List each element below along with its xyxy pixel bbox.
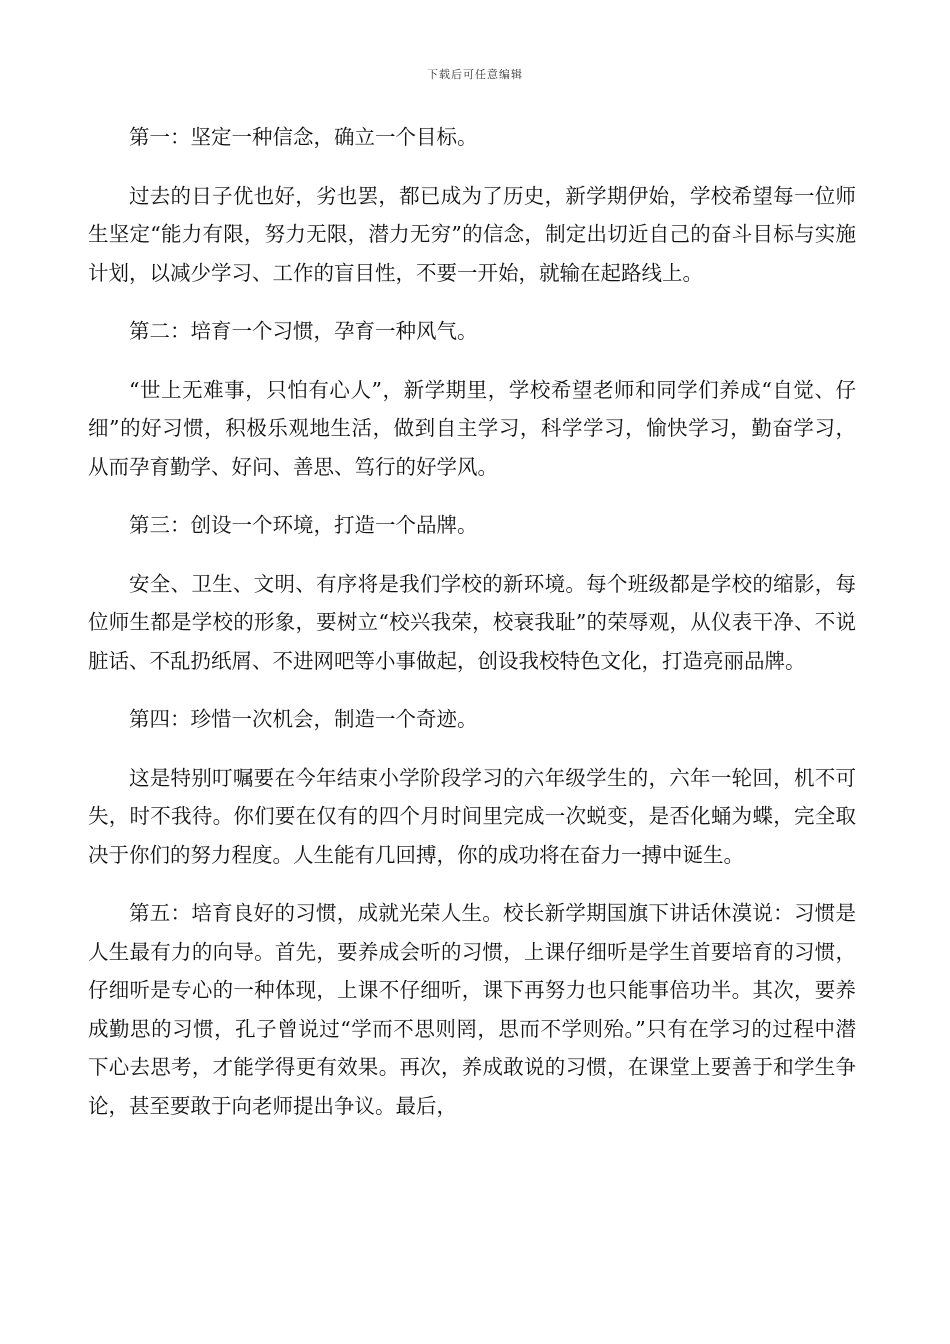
paragraph-2: “世上无难事，只怕有心人”，新学期里，学校希望老师和同学们养成“自觉、仔细”的好习惯，积极乐观地生活，做到自主学习，科学学习，愉快学习，勤奋学习，从而孕育勤学、好问、善思、笃行的好学风。	[88, 377, 856, 479]
section-heading-4: 第四：珍惜一次机会，制造一个奇迹。	[129, 707, 478, 731]
section-heading-2: 第二：培育一个习惯，孕育一种风气。	[129, 319, 478, 343]
section-heading-3: 第三：创设一个环境，打造一个品牌。	[129, 513, 478, 537]
document-body	[88, 118, 856, 1145]
section-heading-1: 第一：坚定一种信念，确立一个目标。	[129, 125, 478, 149]
paragraph-1: 过去的日子优也好，劣也罢，都已成为了历史，新学期伊始，学校希望每一位师生坚定“能力有限，努力无限，潜力无穷”的信念，制定出切近自己的奋斗目标与实施计划，以减少学习、工作的盲目性，不要一开始，就输在起路线上。	[88, 183, 856, 285]
paragraph-4: 这是特别叮嘱要在今年结束小学阶段学习的六年级学生的，六年一轮回，机不可失，时不我待。你们要在仅有的四个月时间里完成一次蜕变，是否化蛹为蝶，完全取决于你们的努力程度。人生能有几回搏，你的成功将在奋力一搏中诞生。	[88, 765, 856, 867]
page-header: 下载后可任意编辑	[427, 68, 523, 81]
paragraph-5: 第五：培育良好的习惯，成就光荣人生。校长新学期国旗下讲话休漠说：习惯是人生最有力的向导。首先，要养成会听的习惯，上课仔细听是学生首要培育的习惯，仔细听是专心的一种体现，上课不仔细听，课下再努力也只能事倍功半。其次，要养成勤思的习惯，孔子曾说过“学而不思则罔，思而不学则殆。”只有在学习的过程中潜下心去思考，才能学得更有效果。再次，养成敢说的习惯，在课堂上要善于和学生争论，甚至要敢于向老师提出争议。最后，	[88, 901, 856, 1118]
paragraph-3: 安全、卫生、文明、有序将是我们学校的新环境。每个班级都是学校的缩影，每位师生都是学校的形象，要树立“校兴我荣，校衰我耻”的荣辱观，从仪表干净、不说脏话、不乱扔纸屑、不进网吧等小事做起，创设我校特色文化，打造亮丽品牌。	[88, 571, 856, 673]
